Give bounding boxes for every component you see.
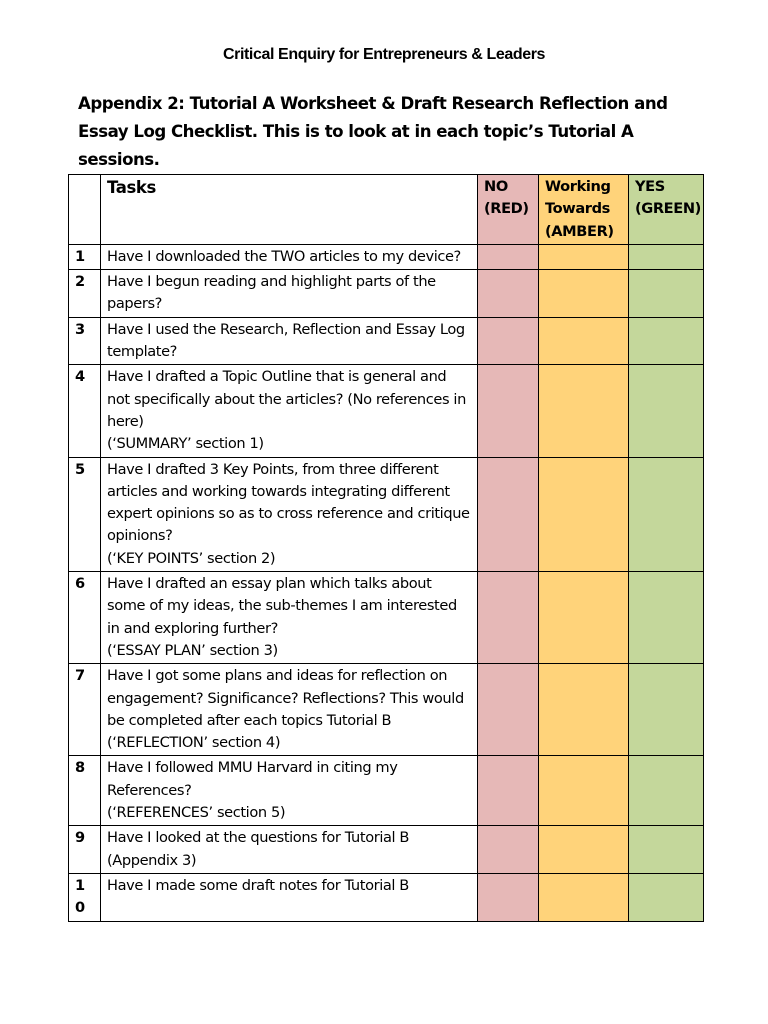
task-text <box>101 826 478 874</box>
task-question: Have I looked at the questions for Tutorial B <box>107 829 410 847</box>
task-question: Have I followed MMU Harvard in citing my References? <box>107 759 398 799</box>
task-question: Have I drafted a Topic Outline that is general and not specifically about the articles? (No references in here) <box>107 368 466 430</box>
no-status-cell[interactable] <box>478 572 539 664</box>
working-towards-status-cell[interactable] <box>539 873 629 921</box>
table-row <box>69 457 704 571</box>
table-row <box>69 365 704 457</box>
yes-status-cell[interactable] <box>629 317 704 365</box>
page-title: Appendix 2: Tutorial A Worksheet & Draft Research Reflection and Essay Log Checklist. This is to look at in each topic’s Tutorial A sessions. <box>78 94 668 169</box>
row-number: 8 <box>69 756 101 826</box>
no-status-cell[interactable] <box>478 244 539 269</box>
row-number: 3 <box>69 317 101 365</box>
task-text <box>101 572 478 664</box>
task-text <box>101 457 478 571</box>
task-text <box>101 664 478 756</box>
row-number: 1 0 <box>69 873 101 921</box>
working-towards-column-header: Working Towards (AMBER) <box>539 175 629 245</box>
task-section-ref: (‘SUMMARY’ section 1) <box>107 435 264 453</box>
working-towards-status-cell[interactable] <box>539 317 629 365</box>
document-header: Critical Enquiry for Entrepreneurs & Leaders <box>222 46 546 63</box>
checklist-table <box>68 174 704 922</box>
task-section-ref: (‘KEY POINTS’ section 2) <box>107 549 276 567</box>
row-number: 7 <box>69 664 101 756</box>
working-towards-status-cell[interactable] <box>539 664 629 756</box>
task-text <box>101 244 478 269</box>
task-section-ref: (‘REFLECTION’ section 4) <box>107 734 281 752</box>
table-row <box>69 756 704 826</box>
table-row <box>69 244 704 269</box>
row-number: 5 <box>69 457 101 571</box>
table-row <box>69 873 704 921</box>
task-question: Have I got some plans and ideas for reflection on engagement? Significance? Reflections? This would be completed after each topics Tutorial B <box>107 667 464 729</box>
tasks-column-header: Tasks <box>101 175 478 245</box>
yes-status-cell[interactable] <box>629 365 704 457</box>
yes-status-cell[interactable] <box>629 572 704 664</box>
row-number: 2 <box>69 270 101 318</box>
task-section-ref: (Appendix 3) <box>107 851 197 869</box>
no-status-cell[interactable] <box>478 756 539 826</box>
yes-column-header: YES (GREEN) <box>629 175 704 245</box>
row-number: 9 <box>69 826 101 874</box>
no-status-cell[interactable] <box>478 317 539 365</box>
table-row <box>69 664 704 756</box>
checklist-body <box>69 244 704 921</box>
working-towards-status-cell[interactable] <box>539 826 629 874</box>
number-column-header <box>69 175 101 245</box>
no-status-cell[interactable] <box>478 826 539 874</box>
working-towards-status-cell[interactable] <box>539 457 629 571</box>
table-row <box>69 270 704 318</box>
yes-status-cell[interactable] <box>629 664 704 756</box>
task-question: Have I used the Research, Reflection and Essay Log template? <box>107 320 465 361</box>
row-number: 6 <box>69 572 101 664</box>
task-section-ref: (‘REFERENCES’ section 5) <box>107 804 286 822</box>
task-section-ref: (‘ESSAY PLAN’ section 3) <box>107 641 278 659</box>
task-question: Have I drafted an essay plan which talks about some of my ideas, the sub-themes I am interested in and exploring further? <box>107 575 457 637</box>
no-status-cell[interactable] <box>478 664 539 756</box>
task-question: Have I made some draft notes for Tutorial B <box>107 876 409 894</box>
table-header-row <box>69 175 704 245</box>
task-question: Have I downloaded the TWO articles to my device? <box>107 247 461 265</box>
yes-status-cell[interactable] <box>629 244 704 269</box>
yes-status-cell[interactable] <box>629 873 704 921</box>
working-towards-status-cell[interactable] <box>539 756 629 826</box>
table-row <box>69 572 704 664</box>
task-text <box>101 365 478 457</box>
working-towards-status-cell[interactable] <box>539 270 629 318</box>
task-text <box>101 756 478 826</box>
row-number: 1 <box>69 244 101 269</box>
yes-status-cell[interactable] <box>629 270 704 318</box>
task-question: Have I drafted 3 Key Points, from three different articles and working towards integrating different expert opinions so as to cross reference and critique opinions? <box>107 460 470 545</box>
no-status-cell[interactable] <box>478 457 539 571</box>
task-text <box>101 873 478 921</box>
working-towards-status-cell[interactable] <box>539 365 629 457</box>
table-row <box>69 317 704 365</box>
task-question: Have I begun reading and highlight parts of the papers? <box>107 273 436 313</box>
no-column-header: NO (RED) <box>478 175 539 245</box>
yes-status-cell[interactable] <box>629 826 704 874</box>
yes-status-cell[interactable] <box>629 457 704 571</box>
table-row <box>69 826 704 874</box>
no-status-cell[interactable] <box>478 365 539 457</box>
no-status-cell[interactable] <box>478 873 539 921</box>
task-text <box>101 270 478 318</box>
no-status-cell[interactable] <box>478 270 539 318</box>
yes-status-cell[interactable] <box>629 756 704 826</box>
working-towards-status-cell[interactable] <box>539 572 629 664</box>
working-towards-status-cell[interactable] <box>539 244 629 269</box>
row-number: 4 <box>69 365 101 457</box>
task-text <box>101 317 478 365</box>
